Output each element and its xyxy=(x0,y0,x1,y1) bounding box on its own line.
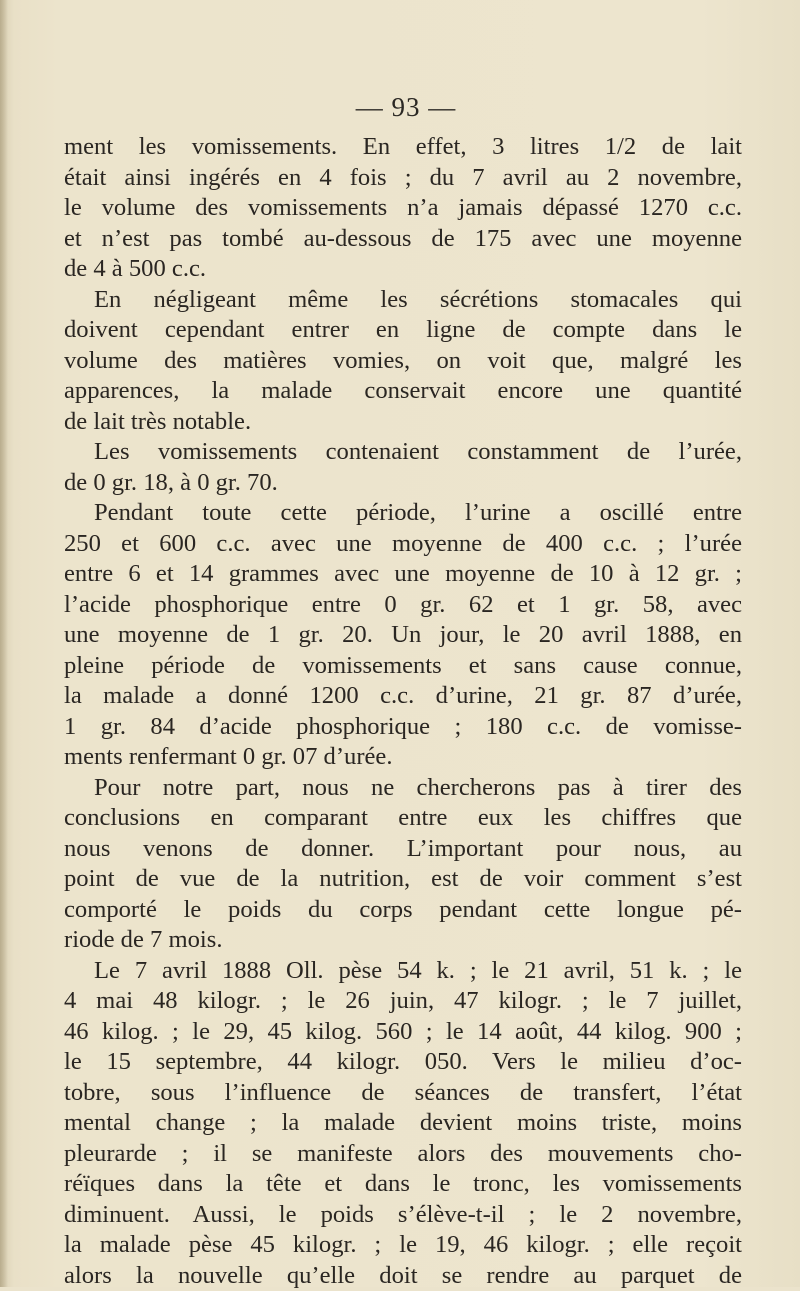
text-line: et n’est pas tombé au-dessous de 175 avec une moyenne xyxy=(64,224,742,255)
text-line: 250 et 600 c.c. avec une moyenne de 400 c.c. ; l’urée xyxy=(64,529,742,560)
text-line: alors la nouvelle qu’elle doit se rendre au parquet de xyxy=(64,1261,742,1291)
text-line: conclusions en comparant entre eux les chiffres que xyxy=(64,803,742,834)
text-line: 1 gr. 84 d’acide phosphorique ; 180 c.c. de vomisse- xyxy=(64,712,742,743)
text-line: comporté le poids du corps pendant cette longue pé- xyxy=(64,895,742,926)
text-line: de 0 gr. 18, à 0 gr. 70. xyxy=(64,468,742,499)
text-line: ment les vomissements. En effet, 3 litres 1/2 de lait xyxy=(64,132,742,163)
text-line: pleine période de vomissements et sans cause connue, xyxy=(64,651,742,682)
text-line: diminuent. Aussi, le poids s’élève-t-il ; le 2 novembre, xyxy=(64,1200,742,1231)
text-line: En négligeant même les sécrétions stomacales qui xyxy=(64,285,742,316)
text-line: pleurarde ; il se manifeste alors des mouvements cho- xyxy=(64,1139,742,1170)
text-line: le volume des vomissements n’a jamais dépassé 1270 c.c. xyxy=(64,193,742,224)
text-line: point de vue de la nutrition, est de voir comment s’est xyxy=(64,864,742,895)
text-line: le 15 septembre, 44 kilogr. 050. Vers le milieu d’oc- xyxy=(64,1047,742,1078)
text-line: Le 7 avril 1888 Oll. pèse 54 k. ; le 21 avril, 51 k. ; le xyxy=(64,956,742,987)
text-line: doivent cependant entrer en ligne de compte dans le xyxy=(64,315,742,346)
text-line: mental change ; la malade devient moins triste, moins xyxy=(64,1108,742,1139)
text-line: entre 6 et 14 grammes avec une moyenne de 10 à 12 gr. ; xyxy=(64,559,742,590)
text-line: 46 kilog. ; le 29, 45 kilog. 560 ; le 14 août, 44 kilog. 900 ; xyxy=(64,1017,742,1048)
text-line: Pour notre part, nous ne chercherons pas à tirer des xyxy=(64,773,742,804)
text-line: réïques dans la tête et dans le tronc, les vomissements xyxy=(64,1169,742,1200)
text-line: l’acide phosphorique entre 0 gr. 62 et 1 gr. 58, avec xyxy=(64,590,742,621)
page-number: — 93 — xyxy=(6,92,800,123)
text-line: 4 mai 48 kilogr. ; le 26 juin, 47 kilogr. ; le 7 juillet, xyxy=(64,986,742,1017)
text-line: volume des matières vomies, on voit que, malgré les xyxy=(64,346,742,377)
text-line: la malade pèse 45 kilogr. ; le 19, 46 kilogr. ; elle reçoit xyxy=(64,1230,742,1261)
text-line: de 4 à 500 c.c. xyxy=(64,254,742,285)
body-text xyxy=(64,132,742,1291)
text-line: nous venons de donner. L’important pour nous, au xyxy=(64,834,742,865)
text-line: la malade a donné 1200 c.c. d’urine, 21 gr. 87 d’urée, xyxy=(64,681,742,712)
text-line: tobre, sous l’influence de séances de transfert, l’état xyxy=(64,1078,742,1109)
text-line: était ainsi ingérés en 4 fois ; du 7 avril au 2 novembre, xyxy=(64,163,742,194)
text-line: une moyenne de 1 gr. 20. Un jour, le 20 avril 1888, en xyxy=(64,620,742,651)
text-line: riode de 7 mois. xyxy=(64,925,742,956)
text-line: Pendant toute cette période, l’urine a oscillé entre xyxy=(64,498,742,529)
text-line: ments renfermant 0 gr. 07 d’urée. xyxy=(64,742,742,773)
page-gutter-shadow xyxy=(0,0,8,1287)
text-line: apparences, la malade conservait encore une quantité xyxy=(64,376,742,407)
text-line: Les vomissements contenaient constamment de l’urée, xyxy=(64,437,742,468)
text-line: de lait très notable. xyxy=(64,407,742,438)
